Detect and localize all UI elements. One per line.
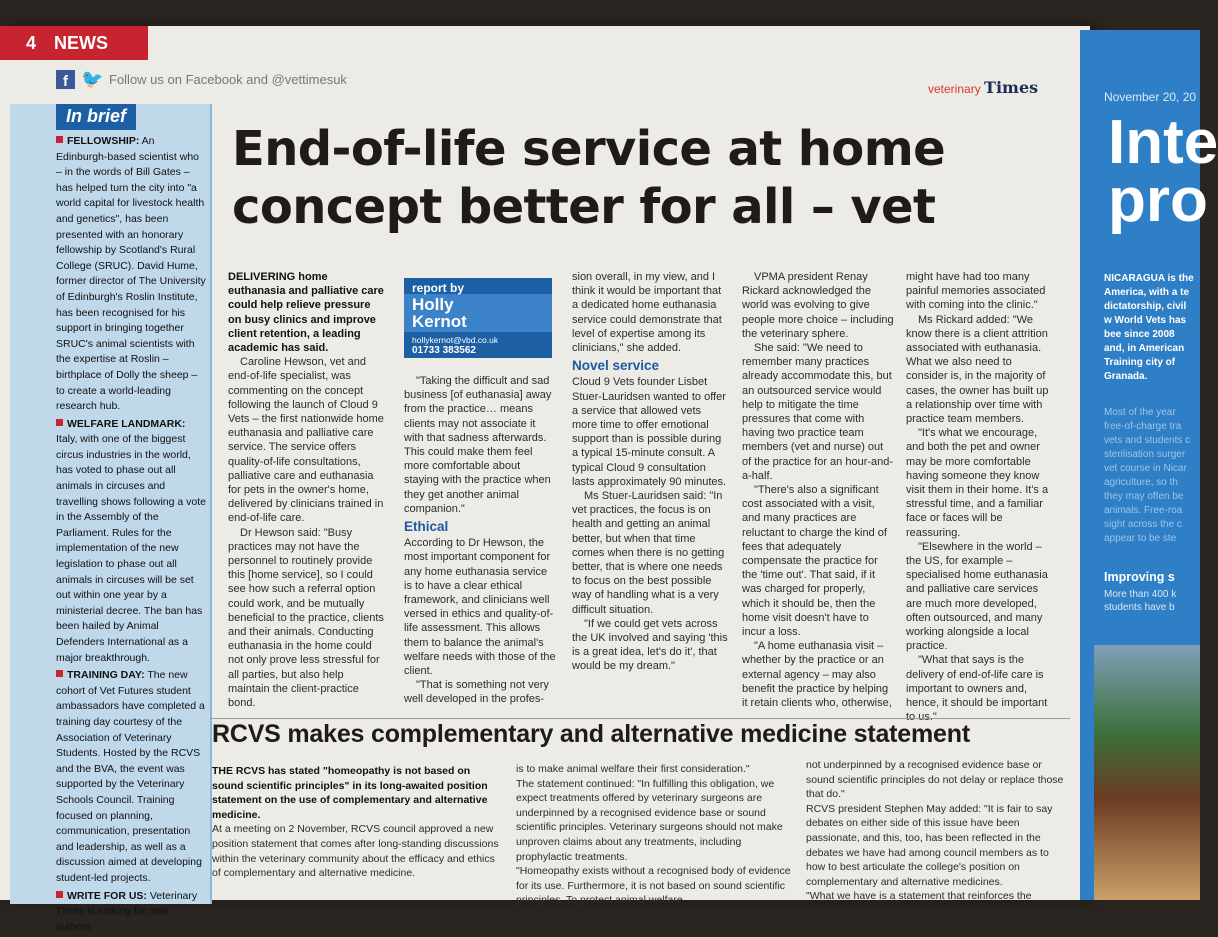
brief-item [56,417,206,667]
article-column-4 [742,270,894,710]
article2-column-1 [212,764,502,881]
section-tab [0,26,148,60]
article-headline: End-of-life service at home concept better for all – vet [232,121,946,235]
brief-text: The new cohort of Vet Futures student ambassadors have completed a training day courtesy of the Association of Veterinary Students. Hosted by the RCVS and the BVA, the event was supported by the Veterinary Schools Council. Training focused on planning, communication, presentation and leadership, as well as a discussion aimed at developing student-led projects. [56,669,205,884]
paragraph: Ms Rickard added: "We know there is a client attrition associated with euthanasia. What we also need to consider is, in the majority of cases, the owner has built up a relationship over time with practice team members. [906,313,1049,426]
bullet-square-icon [56,419,63,426]
paragraph: might have had too many painful memories associated with coming into the clinic." [906,271,1046,312]
brief-text: Italy, with one of the biggest circus industries in the world, has voted to phase out all animals in circuses and travelling shows following a vote in the Assembly of the Parliament. Rules for the implementation of the new legislation to phase out all animals in circuses will be set out within one year by a ministerial decree. The ban has been hailed by Animal Defenders International as a major breakthrough. [56,433,206,664]
brief-item [56,134,206,415]
page-number: 4 [26,32,37,53]
paragraph: sion overall, in my view, and I think it would be important that a dedicated home euthanasia service could demonstrate that level of expertise among its clinicians," she added. [572,271,722,355]
paragraph: "That is something not very well developed in the profes- [404,679,549,706]
brand-logo [928,78,1038,97]
article-column-5 [906,270,1056,725]
reporter-name [412,296,467,330]
reporter-first: Holly [412,295,454,314]
paragraph: not underpinned by a recognised evidence base or sound scientific principles do not delay or replace those that do." [806,759,1064,801]
social-text: Follow us on Facebook and @vettimesuk [109,72,347,87]
paragraph: Cloud 9 Vets founder Lisbet Stuer-Lauridsen wanted to offer a service that allowed vets more time to offer emotional support than is possible during a typical 15-minute consult. A typical Cloud 9 consultation lasts approximately 90 minutes. [572,376,727,488]
paragraph: "What we have is a statement that reinforces the [806,890,1032,903]
paragraph: The statement continued: "In fulfilling this obligation, we expect treatments offered by veterinary surgeons are underpinned by a recognised evidence base or sound scientific principles. Veterinary surgeons should not make unproven claims about any treatments, including prophylactic treatments. [516,777,783,863]
in-brief-sidebar [10,104,212,933]
paragraph: At a meeting on 2 November, RCVS council approved a new position statement that comes after long-standing discussions within the veterinary community about the efficacy and ethics of complementary and alternative medicine. [212,823,499,880]
paragraph: "If we could get vets across the UK involved and saying 'this is a great idea, let's do it', that would be my dream." [572,617,728,673]
section-label: NEWS [54,32,109,53]
brand-large: Times [984,78,1039,97]
opposite-text: NICARAGUA is the America, with a te dictatorship, civil w World Vets has bee since 2008 and, in American Training city of Granada. [1104,273,1194,382]
twitter-icon: 🐦 [81,69,104,89]
bullet-square-icon [56,891,63,898]
paragraph: "A home euthanasia visit – whether by the practice or an external agency – may also benefit the practice by helping it retain clients who, otherwise, [742,640,892,710]
paragraph: VPMA president Renay Rickard acknowledged the world was evolving to give people more choice – including the veterinary sphere. [742,271,894,340]
brand-small: veterinary [928,82,981,96]
paragraph: Dr Hewson said: "Busy practices may not have the personnel to routinely provide this [home service], so I could see how such a referral option could work, and be mutually beneficial to the practice, clients and their animals. Conducting euthanasia in the home could not only prove less stressful for all parties, but also help maintain the client-practice bond. [228,526,384,710]
paragraph: Caroline Hewson, vet and end-of-life specialist, was commenting on the concept following the launch of Cloud 9 Vets – the first nationwide home euthanasia and palliative care service. The service offers quality-of-life consultations, palliative care and euthanasia for pets in the owner's home, delivered by clinicians trained in end-of-life care. [228,356,384,525]
opposite-text-3: More than 400 k students have b [1104,589,1177,613]
article-column-2 [404,278,556,707]
report-label: report by [412,281,465,295]
article-lead: DELIVERING home euthanasia and palliative care could help relieve pressure on busy clinics and improve client retention, a leading academic has said. [228,271,384,355]
paragraph: Ms Stuer-Lauridsen said: "In vet practices, the focus is on health and getting an animal better, but when that time comes when there is no getting better, that is where one needs to focus on the best possible way of handling what is a very difficult situation. [572,490,725,616]
paragraph: "Taking the difficult and sad business [of euthanasia] away from the practice… means clients may not associate it with that sadness afterwards. This could make them feel more comfortable about staying with the practice when they get another animal companion." [404,375,552,515]
opposite-text-faded: Most of the year free-of-charge tra vets and students c sterilisation surger vet course in Nicar agriculture, so th they may often be animals. Free-roa sight across the c appear to be ste [1104,407,1191,544]
brief-head: FELLOWSHIP: [67,135,140,147]
opposite-page [1080,30,1218,900]
paragraph: is to make animal welfare their first consideration." [516,763,750,775]
opposite-headline: Inte pro [1108,108,1218,235]
paragraph: "There's also a significant cost associated with a visit, and many practices are reluctant to charge the kind of fees that adequately compensate the practice for the 'time out'. That said, if it was charged for properly, which it should be, then the home visit doesn't have to incur a loss. [742,484,887,639]
reporter-email: hollykernot@vbd.co.uk [412,335,499,345]
article-column-3 [572,270,728,674]
report-by-box [404,278,552,358]
opposite-subheading: Improving s [1104,570,1175,584]
brief-item [56,889,206,936]
subheading-ethical: Ethical [404,519,449,535]
paragraph: "Elsewhere in the world – the US, for example – specialised home euthanasia and palliative care services are much more developed, often outsourced, and many working alongside a local practice. [906,540,1048,653]
article2-headline: RCVS makes complementary and alternative medicine statement [212,720,970,748]
reporter-phone: 01733 383562 [412,345,476,356]
brief-head: TRAINING DAY: [67,669,145,682]
paragraph: According to Dr Hewson, the most important component for any home euthanasia service is to have a clear ethical framework, and clinicians well versed in ethics and quality-of-life assessment. This allows them to balance the animal's welfare needs with those of the client. [404,537,556,678]
opposite-photo [1094,645,1200,900]
reporter-last: Kernot [412,312,467,331]
brief-head: WELFARE LANDMARK: [67,417,186,430]
article-column-1 [228,270,386,710]
paragraph: "What that says is the delivery of end-of-life care is important to owners and, hence, it should be important [906,654,1048,710]
brief-item [56,668,206,886]
paragraph: "Homeopathy exists without a recognised body of evidence for its use. Furthermore, it is not based on sound scientific principles. To protect animal welfare, [516,865,791,907]
brief-head: WRITE FOR US: [67,889,147,902]
newspaper-page [0,26,1090,933]
opposite-date: November 20, 20 [1104,90,1197,104]
social-line [56,70,347,89]
in-brief-body [56,134,206,937]
bullet-square-icon [56,670,63,677]
subheading-novel-service: Novel service [572,358,660,374]
bullet-square-icon [56,136,63,143]
paragraph: RCVS president Stephen May added: "It is fair to say debates on either side of this issue have been passionate, and this, too, has been reflected in the debates we have had among council members as to how to best articulate the college's position on complementary and alternative medicines. [806,802,1053,888]
paragraph: She said: "We need to remember many practices already accommodate this, but an outsourced service would help to mitigate the time pressures that come with having two practice team members (vet and nurse) out of the practice for an hour-and-a-half. [742,342,894,482]
paragraph: "It's what we encourage, and both the pet and owner may be more comfortable having someone they know visit them in their home. It's a stressful time, and a familiar face or faces will be reassuring. [906,427,1049,539]
in-brief-title: In brief [56,104,136,130]
divider [210,718,1070,719]
article2-column-3 [806,758,1068,904]
article2-lead: THE RCVS has stated "homeopathy is not based on sound scientific principles" in its long-awaited position statement on the use of complementary and alternative medicine. [212,765,488,821]
facebook-icon: f [56,70,75,89]
article2-column-2 [516,762,792,908]
brief-text: Veterinary Times is looking for new authors [56,889,198,933]
brief-text: An Edinburgh-based scientist who – in the words of Bill Gates – has helped turn the city into "a world capital for livestock health and genetics", has been presented with an honorary fellowship by Scotland's Rural College (SRUC). David Hume, former director of The University of Edinburgh's Roslin Institute, has been recognised for his support in bringing together SRUC's animal scientists with the expertise at Roslin – birthplace of Dolly the sheep – to create a world-leading research hub. [56,135,206,413]
